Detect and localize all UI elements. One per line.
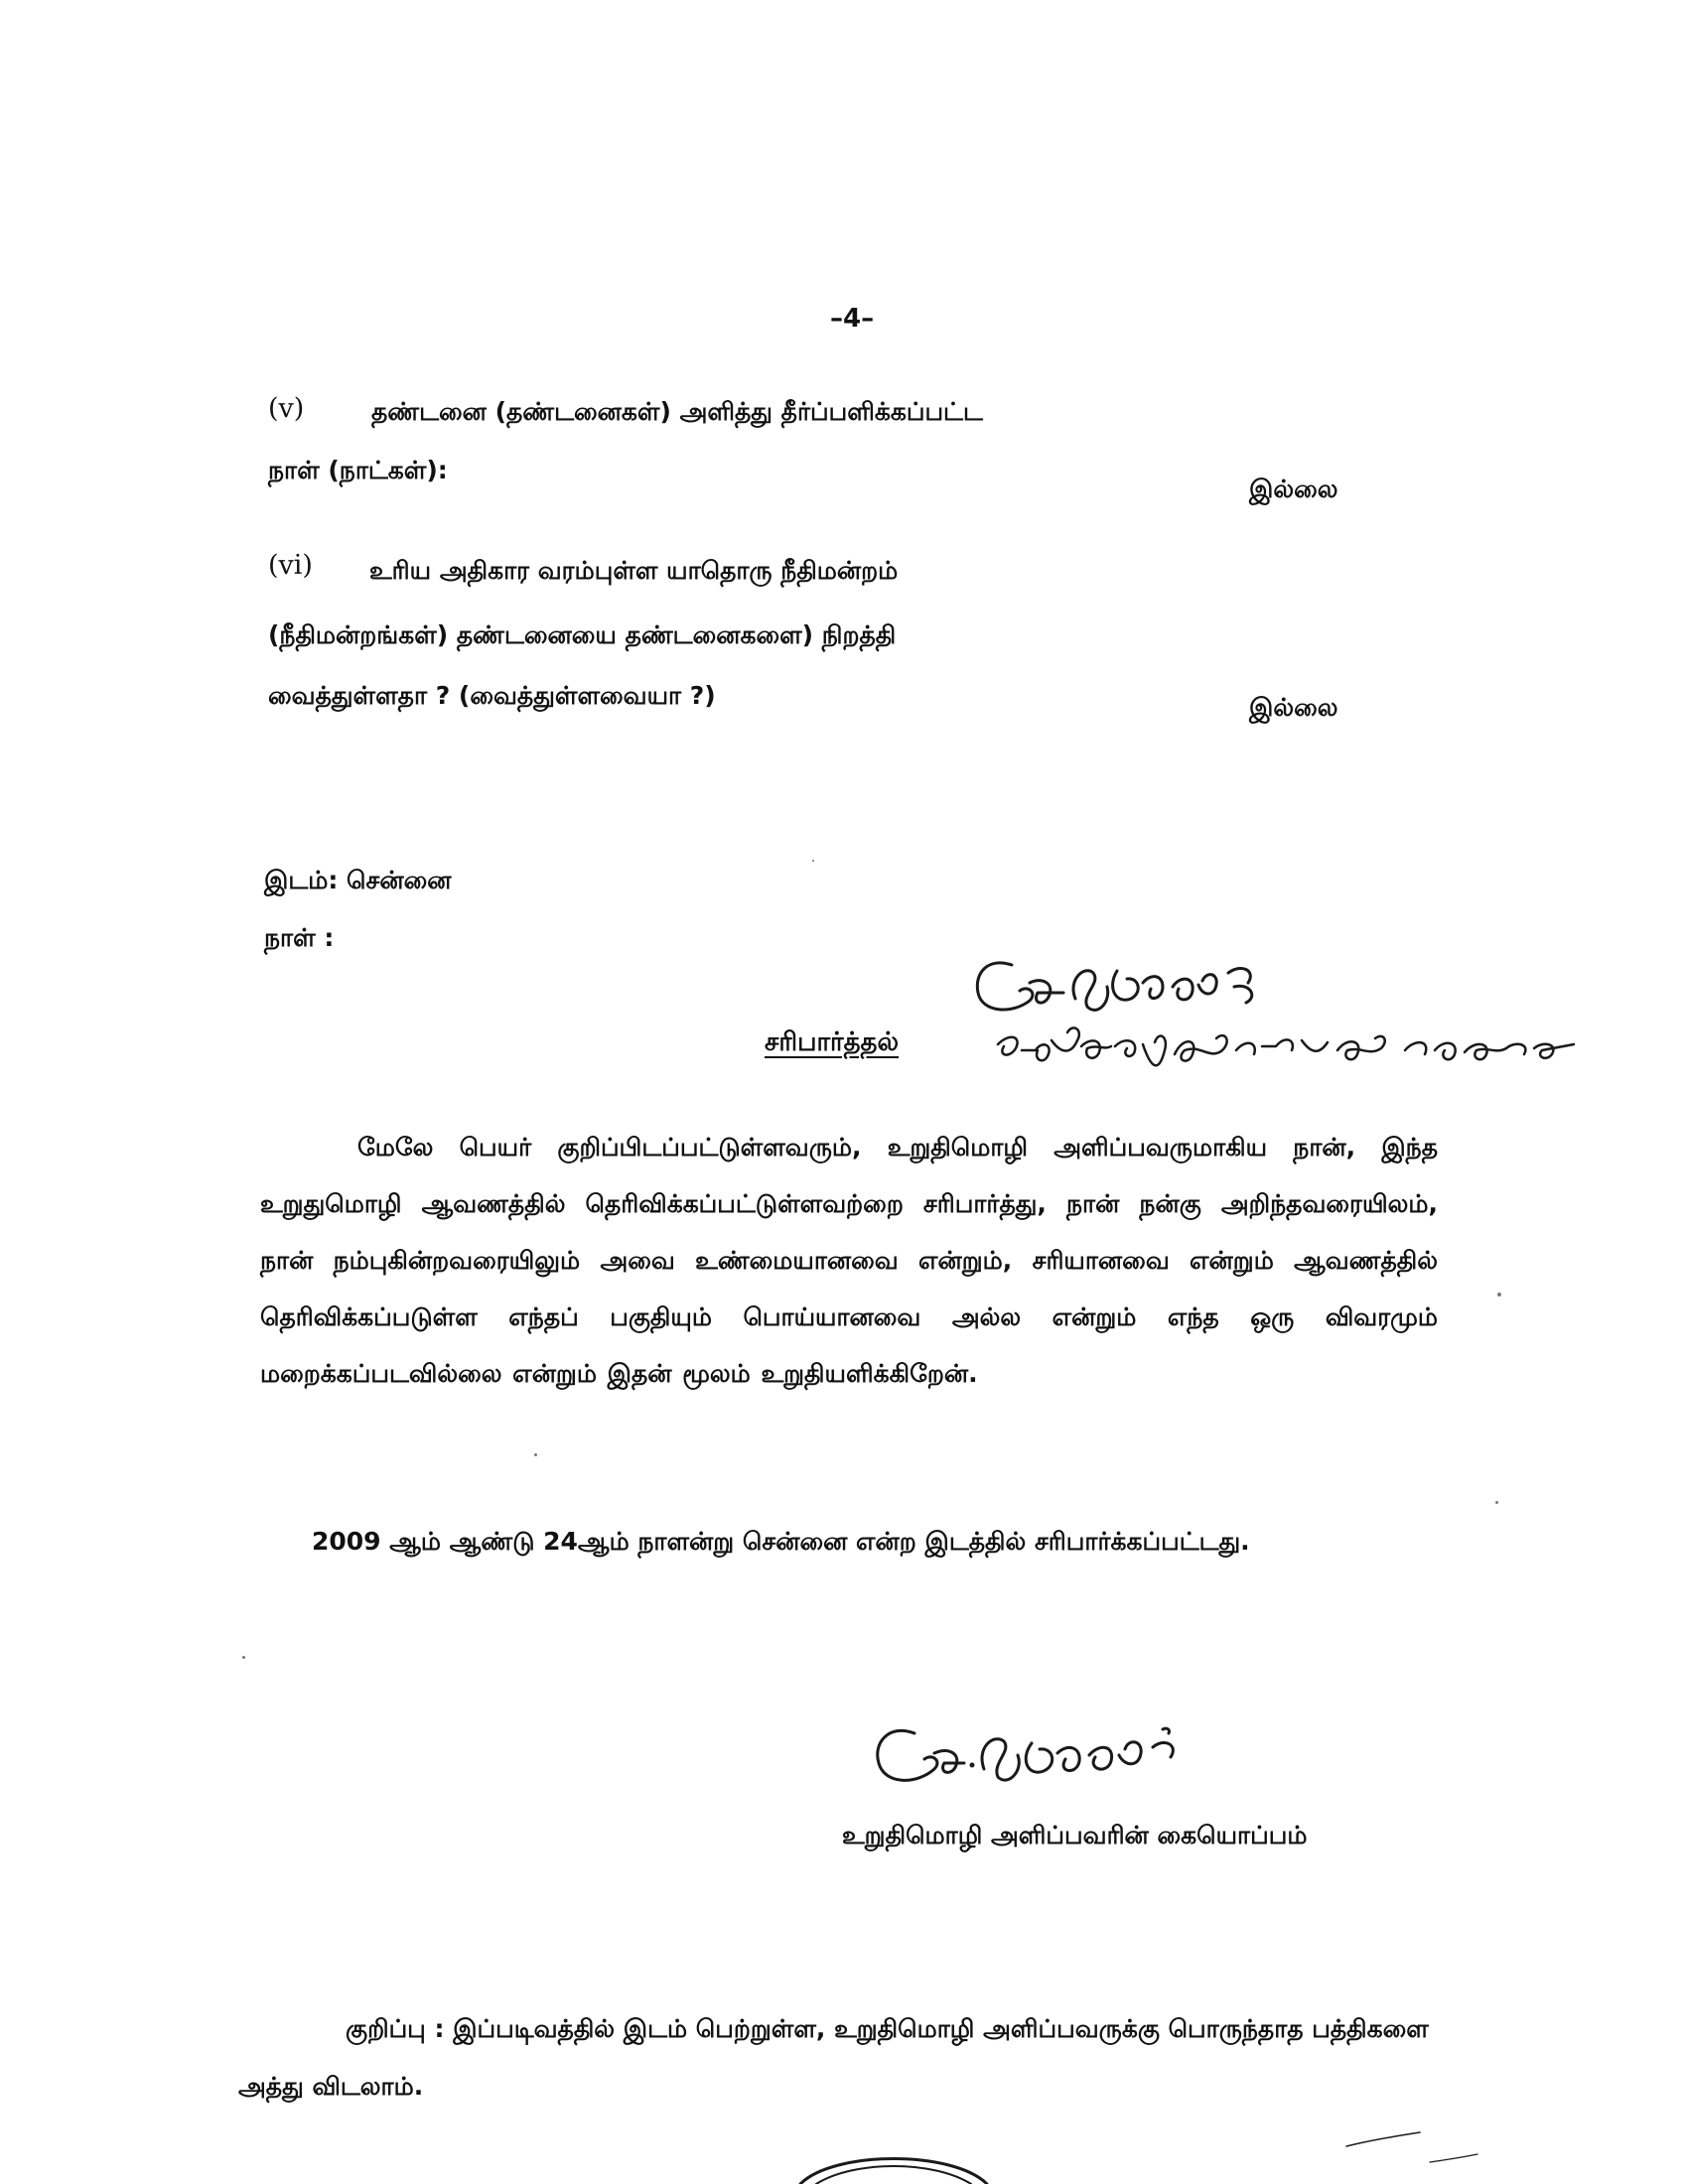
verified-line: 2009 ஆம் ஆண்டு 24ஆம் நாளன்று சென்னை என்ற இடத்தில் சரிபார்க்கப்பட்டது.	[312, 1527, 1250, 1556]
seal-fragment	[794, 2144, 993, 2184]
scan-speck	[1497, 1293, 1501, 1297]
item-vi-marker: (vi)	[268, 550, 313, 581]
signature-label: உறுதிமொழி அளிப்பவரின் கையொப்பம்	[842, 1821, 1308, 1849]
page-number: –4–	[830, 304, 875, 334]
verification-paragraph	[260, 1119, 1438, 1402]
scan-speck	[812, 860, 814, 862]
scan-speck	[1495, 1501, 1498, 1504]
item-v-line2: நாள் (நாட்கள்):	[268, 456, 448, 484]
scan-speck	[242, 1656, 245, 1659]
item-v-answer: இல்லை	[1249, 475, 1338, 503]
note-text: குறிப்பு : இப்படிவத்தில் இடம் பெற்றுள்ள, உறுதிமொழி அளிப்பவருக்கு பொருந்தாத பத்திகளை அத்து விடலாம்.	[238, 2014, 1429, 2101]
place-line: இடம்: சென்னை	[264, 866, 452, 894]
item-v-marker: (v)	[268, 393, 305, 424]
item-vi-line1: உரிய அதிகார வரம்புள்ள யாதொரு நீதிமன்றம்	[369, 556, 899, 585]
item-vi-answer: இல்லை	[1249, 693, 1338, 722]
verification-paragraph-text: மேலே பெயர் குறிப்பிடப்பட்டுள்ளவரும், உறுதிமொழி அளிப்பவருமாகிய நான், இந்த உறுதுமொழி ஆவணத்தில் தெரிவிக்கப்பட்டுள்ளவற்றை சரிபார்த்து, நான் நன்கு அறிந்தவரையிலம், நான் நம்புகின்றவரையிலும் அவை உண்மையானவை என்றும், சரியானவை என்றும் ஆவணத்தில் தெரிவிக்கப்படுள்ள எந்தப் பகுதியும் பொய்யானவை அல்ல என்றும் எந்த ஒரு விவரமும் மறைக்கப்படவில்லை என்றும் இதன் மூலம் உறுதியளிக்கிறேன்.	[260, 1133, 1438, 1388]
scan-speck	[534, 1453, 537, 1456]
item-vi-line3: வைத்துள்ளதா ? (வைத்துள்ளவையா ?)	[268, 681, 716, 710]
handwritten-note	[988, 1011, 1604, 1080]
pen-mark-bottom-right	[1340, 2115, 1509, 2184]
handwritten-signature-bottom	[869, 1707, 1226, 1797]
item-vi-line2: (நீதிமன்றங்கள்) தண்டனையை தண்டனைகளை) நிறத்தி	[268, 620, 897, 649]
item-v-line1: தண்டனை (தண்டனைகள்) அளித்து தீர்ப்பளிக்கப்பட்ட	[371, 397, 983, 426]
verification-heading: சரிபார்த்தல்	[765, 1027, 900, 1057]
date-label: நாள் :	[264, 923, 335, 952]
note	[238, 2000, 1430, 2116]
